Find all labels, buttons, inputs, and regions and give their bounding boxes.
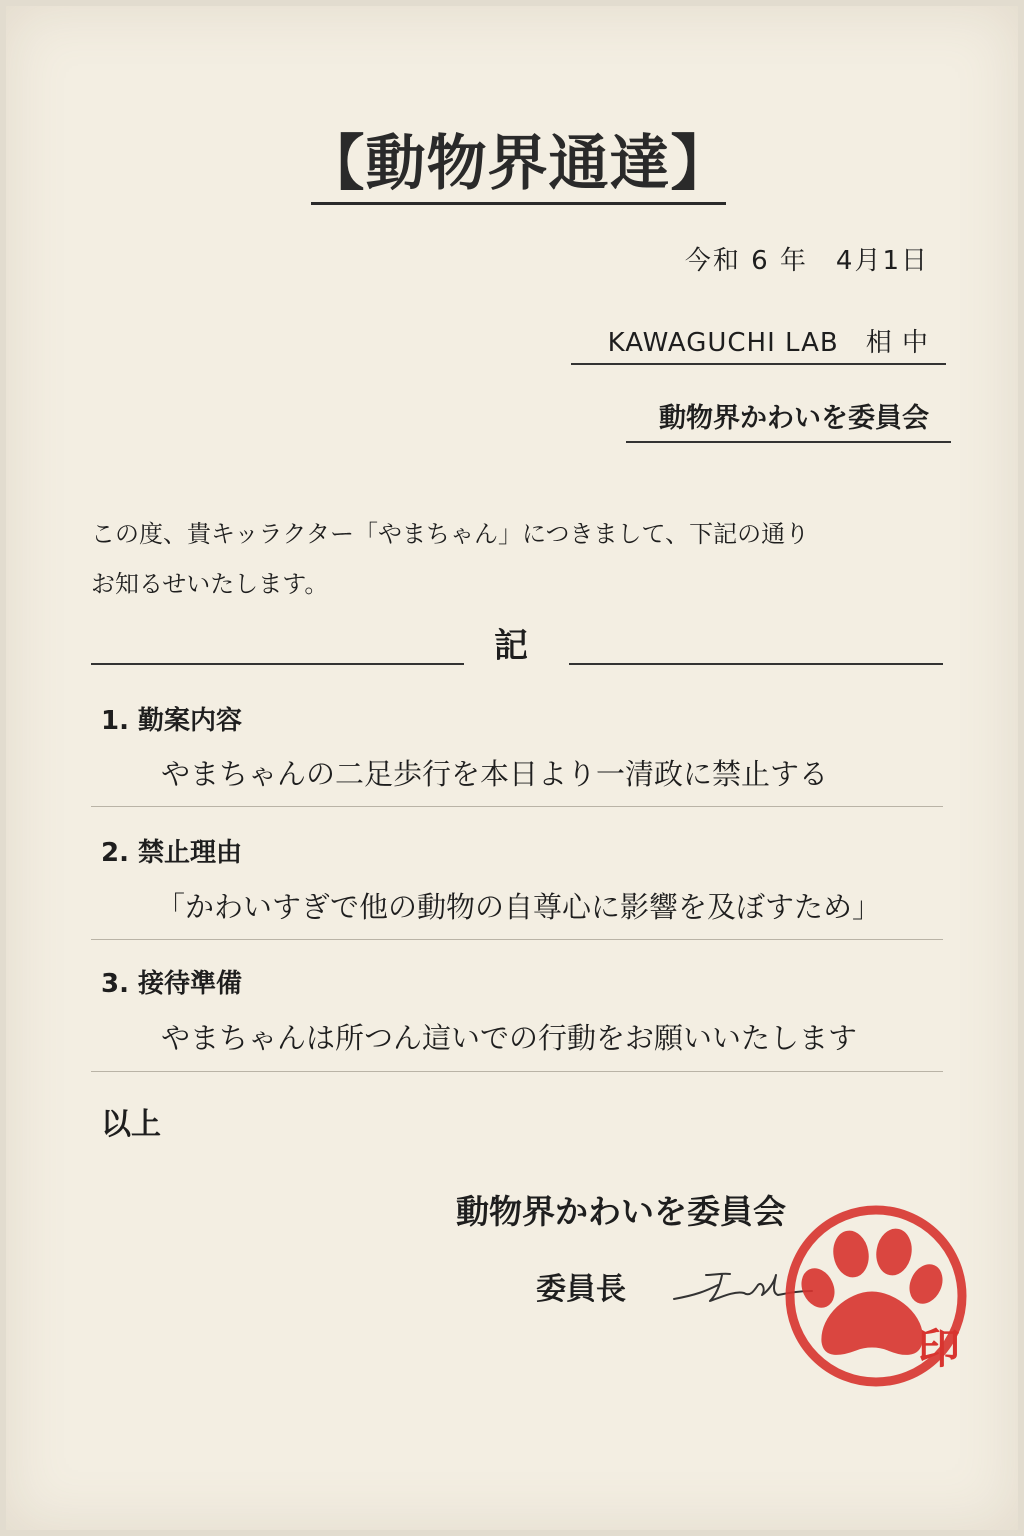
intro-line-1: この度、貴キッラクター「やまちゃん」につきまして、下記の通り [91, 520, 810, 548]
recipient-underline [571, 363, 946, 365]
ki-rule-right [569, 663, 943, 665]
item-separator [91, 1071, 943, 1072]
item-separator [91, 806, 943, 807]
item-1-body: やまちゃんの二足歩行を本日より一清政に禁止する [161, 757, 829, 791]
item-3-body: やまちゃんは所つん這いでの行動をお願いいたします [161, 1021, 858, 1055]
signature-organization: 動物界かわいを委員会 [456, 1192, 786, 1231]
sender-name: 動物界かわいを委員会 [659, 403, 929, 434]
signature-title: 委員長 [536, 1272, 626, 1307]
item-2-heading: 2. 禁止理由 [101, 838, 243, 868]
document-title: 【動物界通達】 [304, 129, 732, 199]
document-date: 今和 6 年 4月1日 [684, 246, 929, 276]
sender-underline [626, 441, 951, 443]
stamp-seal-character: 印 [918, 1324, 961, 1373]
item-3-heading: 3. 接待準備 [101, 969, 243, 999]
intro-line-2: お知るせいたします。 [91, 570, 329, 598]
recipient-name: KAWAGUCHI LAB 相 中 [607, 328, 929, 358]
ki-rule-left [91, 663, 464, 665]
ki-label: 記 [494, 626, 528, 666]
item-separator [91, 939, 943, 940]
title-underline [311, 202, 726, 205]
closing-text: 以上 [101, 1107, 161, 1142]
item-1-heading: 1. 勤案内容 [101, 706, 243, 736]
item-2-body: 「かわいすぎで他の動物の自尊心に影響を及ぼすため」 [156, 890, 882, 924]
